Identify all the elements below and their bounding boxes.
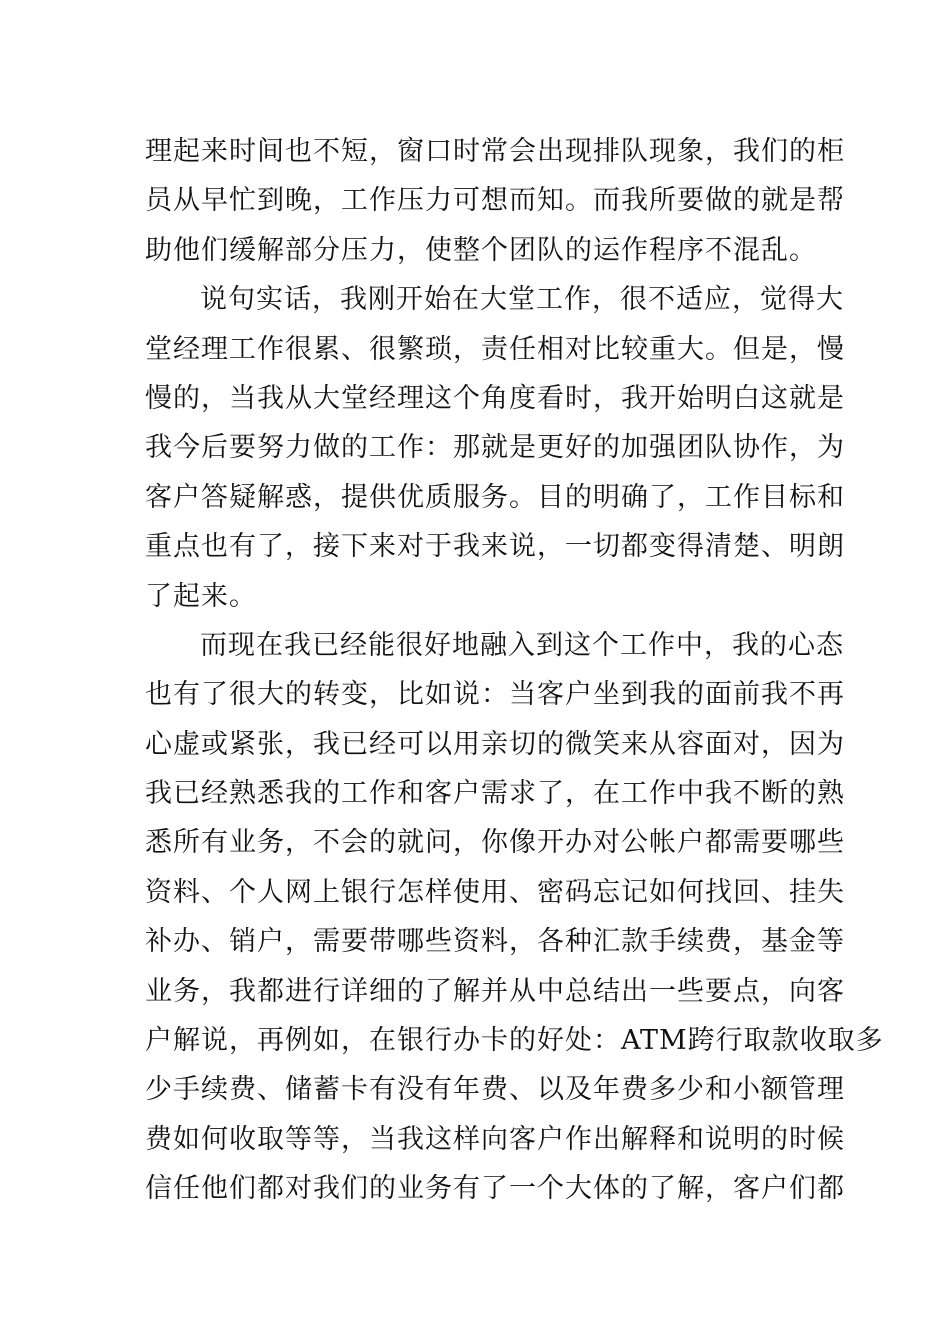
paragraph-2-line-4: 我今后要努力做的工作：那就是更好的加强团队协作，为 [145,432,845,464]
paragraph-3-line-12: 信任他们都对我们的业务有了一个大体的了解，客户们都 [145,1173,845,1205]
paragraph-3-line-6: 资料、个人网上银行怎样使用、密码忘记如何找回、挂失 [145,876,845,908]
paragraph-1-line-1: 理起来时间也不短，窗口时常会出现排队现象，我们的柜 [145,136,845,167]
paragraph-3-line-8: 业务，我都进行详细的了解并从中总结出一些要点，向客 [145,975,845,1007]
paragraph-2-line-6: 重点也有了，接下来对于我来说，一切都变得清楚、明朗 [145,531,845,563]
paragraph-2-line-7: 了起来。 [145,580,257,612]
paragraph-3-line-3: 心虚或紧张，我已经可以用亲切的微笑来从容面对，因为 [145,728,845,760]
paragraph-2-line-3: 慢的，当我从大堂经理这个角度看时，我开始明白这就是 [145,382,845,414]
paragraph-1-line-3: 助他们缓解部分压力，使整个团队的运作程序不混乱。 [145,234,817,266]
paragraph-3-line-2: 也有了很大的转变，比如说：当客户坐到我的面前我不再 [145,679,845,711]
paragraph-2-line-2: 堂经理工作很累、很繁琐，责任相对比较重大。但是，慢 [145,333,845,365]
paragraph-1-line-2: 员从早忙到晚，工作压力可想而知。而我所要做的就是帮 [145,185,845,217]
paragraph-3-line-7: 补办、销户，需要带哪些资料，各种汇款手续费，基金等 [145,926,845,958]
paragraph-3-line-4: 我已经熟悉我的工作和客户需求了，在工作中我不断的熟 [145,778,845,810]
paragraph-3-line-10: 少手续费、储蓄卡有没有年费、以及年费多少和小额管理 [145,1074,845,1106]
paragraph-3-line-9: 户解说，再例如，在银行办卡的好处：ATM跨行取款收取多 [145,1025,884,1057]
paragraph-3-line-11: 费如何收取等等，当我这样向客户作出解释和说明的时候 [145,1123,845,1155]
paragraph-2-line-5: 客户答疑解惑，提供优质服务。目的明确了，工作目标和 [145,481,845,513]
paragraph-3-line-1: 而现在我已经能很好地融入到这个工作中，我的心态 [200,629,844,661]
document-body [145,127,884,1214]
paragraph-2-line-1: 说句实话，我刚开始在大堂工作，很不适应，觉得大 [200,284,844,316]
paragraph-3-line-5: 悉所有业务，不会的就问，你像开办对公帐户都需要哪些 [145,827,845,859]
